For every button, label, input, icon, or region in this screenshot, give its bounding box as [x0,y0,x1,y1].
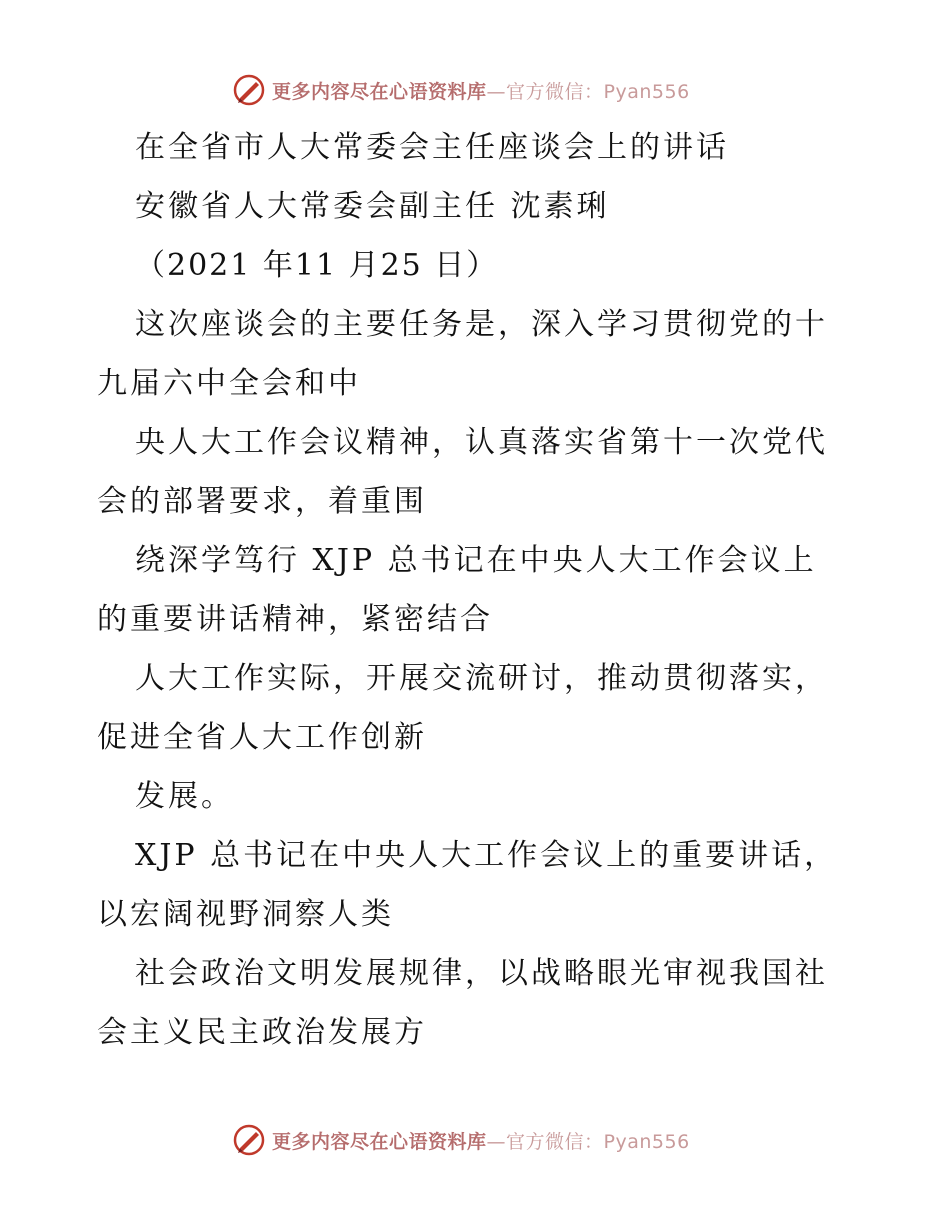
pen-logo-icon [232,73,266,107]
document-body [97,118,857,1062]
watermark-rest: 官方微信：Pyan556 [506,80,690,103]
body-line: 这次座谈会的主要任务是，深入学习贯彻党的十 [135,307,828,342]
watermark-main: 更多内容尽在心语资料库 [272,80,487,103]
body-line: 九届六中全会和中 [97,366,361,401]
body-line: 社会政治文明发展规律，以战略眼光审视我国社 [135,956,828,991]
body-line: 以宏阔视野洞察人类 [97,897,394,932]
body-line: 会的部署要求，着重围 [97,484,427,519]
watermark-text [272,1127,690,1154]
watermark-rest: 官方微信：Pyan556 [506,1130,690,1153]
speech-title: 在全省市人大常委会主任座谈会上的讲话 [135,130,729,165]
watermark-dash: — [486,1130,507,1153]
watermark-banner-bottom [232,1120,690,1160]
pen-logo-icon [232,1123,266,1157]
speech-author: 安徽省人大常委会副主任 沈素琍 [135,189,610,224]
body-line: 绕深学笃行 XJP 总书记在中央人大工作会议上 [135,543,817,578]
body-line: 的重要讲话精神，紧密结合 [97,602,493,637]
watermark-dash: — [486,80,507,103]
watermark-main: 更多内容尽在心语资料库 [272,1130,487,1153]
watermark-text [272,77,690,104]
speech-date: （2021 年11 月25 日） [135,248,499,283]
body-line: 人大工作实际，开展交流研讨，推动贯彻落实， [135,661,828,696]
watermark-banner-top [232,70,690,110]
body-line: 央人大工作会议精神，认真落实省第十一次党代 [135,425,828,460]
body-line: 发展。 [135,779,234,814]
body-line: XJP 总书记在中央人大工作会议上的重要讲话， [135,838,838,873]
body-line: 会主义民主政治发展方 [97,1015,427,1050]
body-line: 促进全省人大工作创新 [97,720,427,755]
